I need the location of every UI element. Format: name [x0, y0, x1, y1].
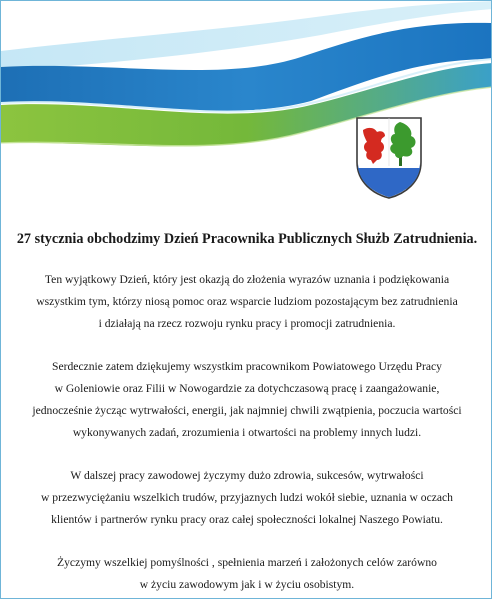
- paragraph-line: Ten wyjątkowy Dzień, który jest okazją do złożenia wyrazów uznania i podziękowania: [44, 273, 450, 286]
- paragraph-line: jednocześnie życząc wytrwałości, energii, jak najmniej chwili zwątpienia, poczucia wartości: [32, 404, 462, 417]
- letter-content: [1, 221, 492, 596]
- paragraph-4: [1, 552, 492, 596]
- paragraph-line: i działają na rzecz rozwoju rynku pracy i promocji zatrudnienia.: [98, 317, 396, 330]
- paragraph-line: W dalszej pracy zawodowej życzymy dużo zdrowia, sukcesów, wytrwałości: [70, 469, 424, 482]
- document-title: 27 stycznia obchodzimy Dzień Pracownika Publicznych Służb Zatrudnienia.: [16, 231, 478, 247]
- paragraph-line: wykonywanych zadań, zrozumienia i otwartości na problemy innych ludzi.: [72, 426, 422, 439]
- paragraph-line: Życzymy wszelkiej pomyślności , spełnienia marzeń i założonych celów zarówno: [57, 556, 437, 569]
- paragraph-line: wszystkim tym, którzy niosą pomoc oraz wsparcie ludziom pozostającym bez zatrudnienia: [36, 295, 458, 308]
- paragraph-line: Serdecznie zatem dziękujemy wszystkim pracownikom Powiatowego Urzędu Pracy: [52, 360, 442, 373]
- paragraph-1: [1, 269, 492, 335]
- paragraph-2: [1, 356, 492, 444]
- coat-of-arms-icon: [355, 116, 423, 200]
- paragraph-line: klientów i partnerów rynku pracy oraz całej społeczności lokalnej Naszego Powiatu.: [51, 513, 443, 526]
- paragraph-line: w życiu zawodowym jak i w życiu osobistym.: [139, 578, 355, 591]
- paragraph-line: w przezwyciężaniu wszelkich trudów, przyjaznych ludzi wokół siebie, uznania w oczach: [41, 491, 453, 504]
- paragraph-3: [1, 465, 492, 531]
- paragraph-line: w Goleniowie oraz Filii w Nowogardzie za dotychczasową pracę i zaangażowanie,: [54, 382, 440, 395]
